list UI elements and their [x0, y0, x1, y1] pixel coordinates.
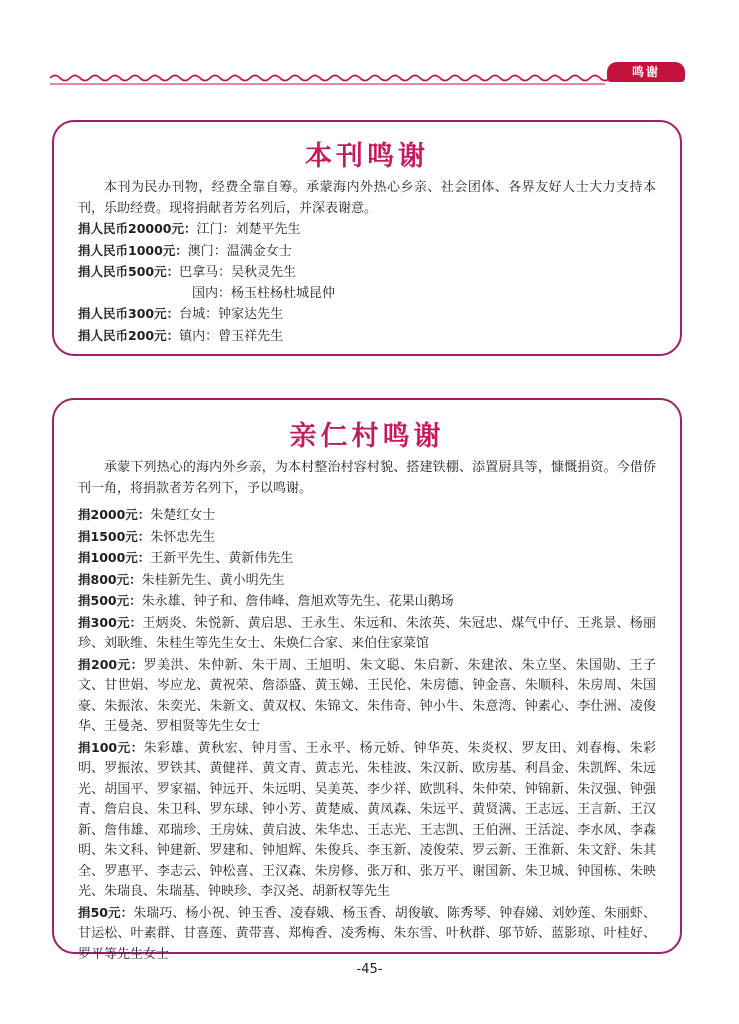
page-number: -45-: [356, 962, 383, 977]
donation-line: 捐500元：朱永雄、钟子和、詹伟峰、詹旭欢等先生、花果山鹅场: [78, 593, 454, 609]
donation-line: 捐人民币200元：镇内：曾玉祥先生: [78, 327, 284, 344]
acknowledgment-box-journal: [52, 120, 682, 356]
donation-line: 捐100元：朱彩雄、黄秋宏、钟月雪、王永平、杨元娇、钟华英、朱炎权、罗友田、刘春梅、朱彩明、罗振浓、罗铁其、黄健祥、黄文青、黄志光、朱桂波、朱汉新、欧房基、利昌金、朱凯辉、朱远光、胡国平、罗家福、钟远开、朱远明、吴美英、李少祥、欧凯科、朱仲荣、钟锦新、朱汉强、钟强青、詹启良、朱卫科、罗东球、钟小芳、黄楚威、黄凤森、朱远平、黄贤满、王志远、王言新、王汉新、詹伟雄、邓瑞珍、王房妹、黄启波、朱华忠、王志光、王志凯、王伯洲、王活淀、李水凤、李森明、朱文科、钟建新、罗建和、钟旭辉、朱俊兵、李玉新、凌俊荣、罗云新、王淮新、朱文舒、朱其全、罗惠平、李志云、钟松喜、王汉森、朱房修、张万和、张万平、谢国新、朱卫城、钟国栋、朱映光、朱瑞良、朱瑞基、钟映珍、李汉尧、胡新权等先生: [78, 739, 656, 899]
donation-line: 捐人民币300元：台城：钟家达先生: [78, 306, 284, 322]
donation-line: 国内：杨玉柱杨杜城昆仲: [192, 285, 336, 301]
donation-line: 捐1000元：王新平先生、黄新伟先生: [78, 550, 294, 566]
section-title: 本刊鸣谢: [305, 141, 429, 172]
intro-paragraph: 承蒙下列热心的海内外乡亲，为本村整治村容村貌、搭建铁棚、添置厨具等，慷慨捐资。今借侨刊一角，将捐款者芳名列下，予以鸣谢。: [78, 460, 656, 496]
donation-line: 捐50元：朱瑞巧、杨小祝、钟玉香、凌春娥、杨玉香、胡俊敏、陈秀琴、钟春娣、刘妙莲、朱丽虾、甘运松、叶素群、甘喜莲、黄带喜、郑梅香、凌秀梅、朱东雪、叶秋群、邬节娇、蓝影琼、叶桂好、罗平等先生女士: [78, 904, 656, 962]
acknowledgment-box-village: [52, 398, 682, 962]
donation-line: 捐2000元：朱楚红女士: [78, 507, 216, 523]
donation-line: 捐人民币1000元：澳门：温满金女士: [78, 242, 292, 259]
section-title: 亲仁村鸣谢: [289, 421, 445, 452]
donation-line: 捐200元：罗美洪、朱仲新、朱干周、王旭明、朱文聪、朱启新、朱建浓、朱立坚、朱国勋、王子文、甘世娟、岑应龙、黄祝荣、詹添盛、黄玉娣、王民伦、朱房德、钟金喜、朱顺科、朱房周、朱国豪、朱振浓、朱奕光、朱新文、黄双权、朱锦文、朱伟奇、钟小牛、朱意湾、钟素心、李仕洲、凌俊华、王曼尧、罗相贤等先生女士: [78, 656, 656, 734]
section-content: [78, 458, 656, 965]
donation-line: 捐800元：朱桂新先生、黄小明先生: [78, 571, 285, 588]
intro-paragraph: 本刊为民办刊物，经费全靠自筹。承蒙海内外热心乡亲、社会团体、各界友好人士大力支持本刊，乐助经费。现将捐献者芳名列后，并深表谢意。: [78, 180, 656, 216]
section-tag: 鸣谢: [607, 62, 685, 82]
donation-line: 捐人民币500元：巴拿马：吴秋灵先生: [78, 264, 297, 280]
header-ornament: [50, 60, 690, 90]
donation-line: 捐人民币20000元：江门：刘楚平先生: [78, 221, 301, 237]
donation-line: 捐300元：王炳炎、朱悦新、黄启思、王永生、朱远和、朱浓英、朱冠忠、煤气中仔、王兆景、杨丽珍、刘耿维、朱桂生等先生女士、朱焕仁合家、来伯住家菜馆: [78, 614, 656, 651]
donation-line: 捐1500元：朱怀忠先生: [78, 528, 216, 545]
section-content: [78, 178, 656, 347]
